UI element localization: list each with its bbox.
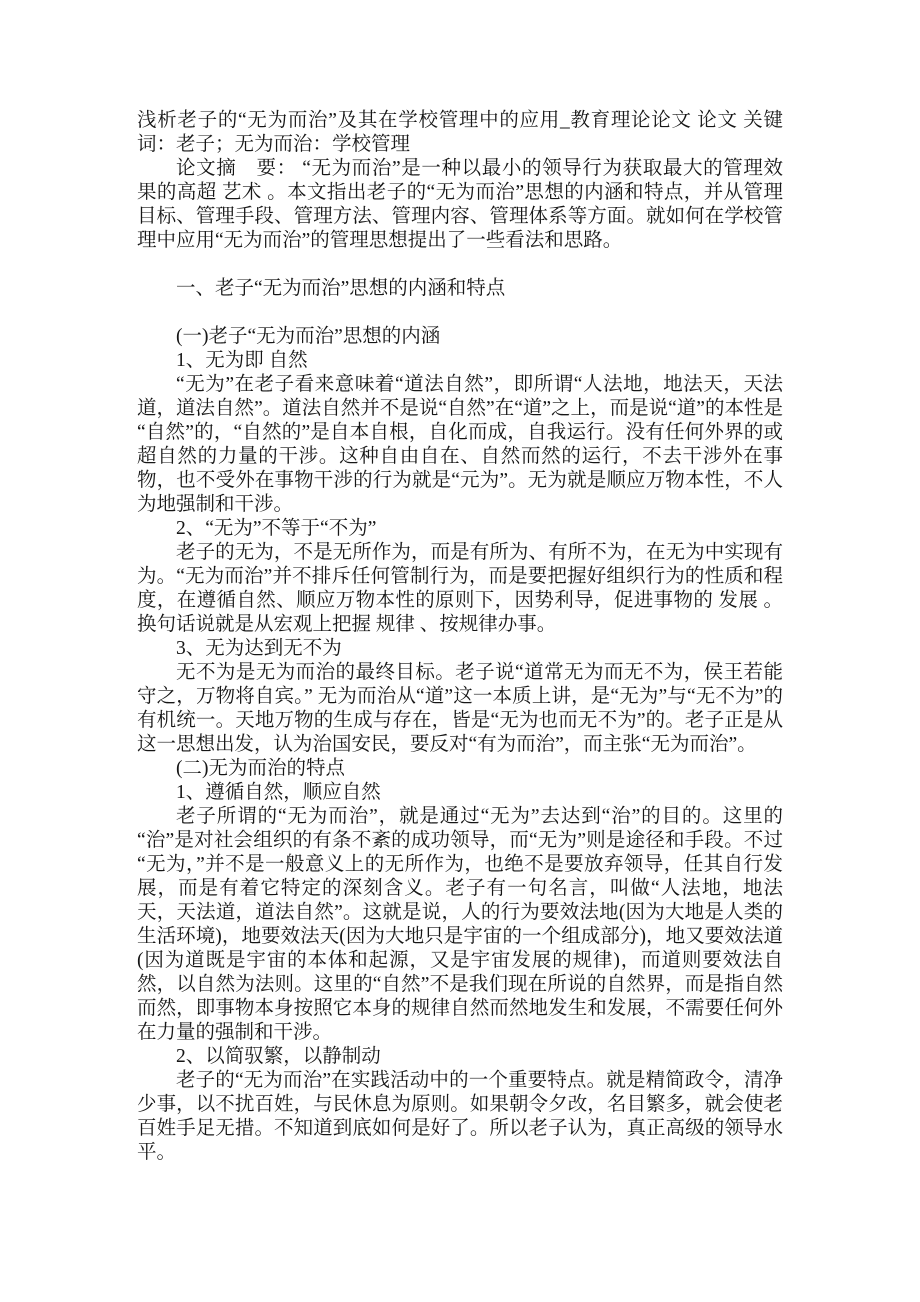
- blank-line: [137, 301, 783, 325]
- blank-line: [137, 253, 783, 277]
- document-text-block: [137, 109, 783, 1165]
- paragraph-not-inaction: 老子的无为，不是无所作为，而是有所为、有所不为，在无为中实现有为。“无为而治”并不排斥任何管制行为，而是要把握好组织行为的性质和程度，在遵循自然、顺应万物本性的原则下，因势利导，促进事物的 发展 。换句话说就是从宏观上把握 规律 、按规律办事。: [137, 542, 783, 635]
- doc-title-and-keywords: 浅析老子的“无为而治”及其在学校管理中的应用_教育理论论文 论文 关键词：老子；无为而治：学校管理: [137, 110, 783, 155]
- heading-subsection-1-2: (二)无为而治的特点: [176, 758, 345, 779]
- heading-section-1: 一、老子“无为而治”思想的内涵和特点: [176, 278, 506, 299]
- abstract-paragraph: 论文摘 要： “无为而治”是一种以最小的领导行为获取最大的管理效果的高超 艺术 。本文指出老子的“无为而治”思想的内涵和特点，并从管理目标、管理手段、管理方法、管理内容、管理体系等方面。就如何在学校管理中应用“无为而治”的管理思想提出了一些看法和思路。: [137, 158, 783, 251]
- paragraph-follow-nature: 老子所谓的“无为而治”，就是通过“无为”去达到“治”的目的。这里的“治”是对社会组织的有条不紊的成功领导，而“无为”则是途径和手段。不过“无为，”并不是一般意义上的无所作为，也绝不是要放弃领导，任其自行发展，而是有着它特定的深刻含义。老子有一句名言，叫做“人法地，地法天，天法道，道法自然”。这就是说，人的行为要效法地(因为大地是人类的生活环境)，地要效法天(因为大地只是宇宙的一个组成部分)，地又要效法道(因为道既是宇宙的本体和起源，又是宇宙发展的规律)，而道则要效法自然，以自然为法则。这里的“自然”不是我们现在所说的自然界，而是指自然而然，即事物本身按照它本身的规律自然而然地发生和发展，不需要任何外在力量的强制和干涉。: [137, 806, 783, 1043]
- paragraph-final-goal: 无不为是无为而治的最终目标。老子说“道常无为而无不为，侯王若能守之，万物将自宾。” 无为而治从“道”这一本质上讲，是“无为”与“无不为”的有机统一。天地万物的生成与存在，皆是“无为也而无不为”的。老子正是从这一思想出发，认为治国安民，要反对“有为而治”，而主张“无为而治”。: [137, 662, 783, 755]
- paragraph-wuwei-nature: “无为”在老子看来意味着“道法自然”，即所谓“人法地，地法天，天法道，道法自然”。道法自然并不是说“自然”在“道”之上，而是说“道”的本性是“自然”的，“自然的”是自本自根，自化而成，自我运行。没有任何外界的或超自然的力量的干涉。这种自由自在、自然而然的运行，不去干涉外在事物，也不受外在事物干涉的行为就是“元为”。无为就是顺应万物本性，不人为地强制和干涉。: [137, 374, 783, 515]
- paragraph-simplicity: 老子的“无为而治”在实践活动中的一个重要特点。就是精简政令，清净少事，以不扰百姓，与民休息为原则。如果朝令夕改，名目繁多，就会使老百姓手足无措。不知道到底如何是好了。所以老子认为，真正高级的领导水平。: [137, 1070, 783, 1163]
- heading-point-1: 1、无为即 自然: [176, 350, 308, 371]
- heading-point-3: 3、无为达到无不为: [176, 638, 342, 659]
- heading-subsection-1-1: (一)老子“无为而治”思想的内涵: [176, 326, 441, 347]
- heading-feature-1: 1、遵循自然，顺应自然: [176, 782, 381, 803]
- heading-point-2: 2、“无为”不等于“不为”: [176, 518, 377, 539]
- heading-feature-2: 2、以简驭繁，以静制动: [176, 1046, 381, 1067]
